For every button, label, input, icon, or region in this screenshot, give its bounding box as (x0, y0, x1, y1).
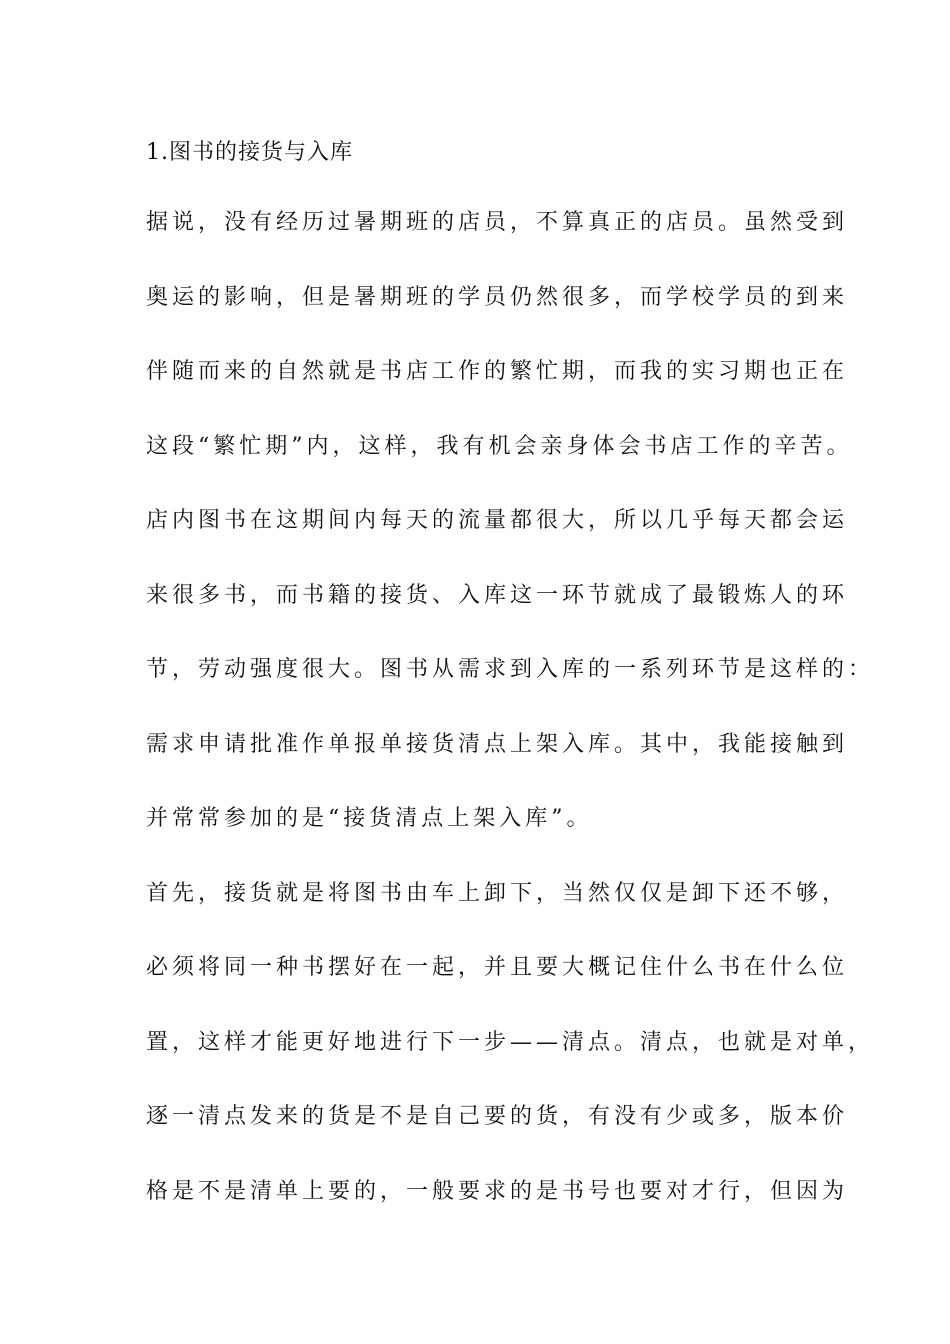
text-line: 这段“繁忙期”内，这样，我有机会亲身体会书店工作的辛苦。 (146, 433, 853, 459)
section-heading: 1.图书的接货与入库 (146, 140, 353, 165)
text-line: 店内图书在这期间内每天的流量都很大，所以几乎每天都会运 (146, 508, 849, 533)
text-line: 首先，接货就是将图书由车上卸下，当然仅仅是卸下还不够， (146, 880, 849, 906)
text-line: 奥运的影响，但是暑期班的学员仍然很多，而学校学员的到来 (146, 284, 849, 310)
text-line: 格是不是清单上要的，一般要求的是书号也要对才行，但因为 (146, 1178, 849, 1204)
text-line: 需求申请批准作单报单接货清点上架入库。其中，我能接触到 (146, 731, 849, 757)
text-line: 必须将同一种书摆好在一起，并且要大概记住什么书在什么位 (146, 955, 849, 980)
text-line: 置，这样才能更好地进行下一步——清点。清点，也就是对单， (146, 1029, 875, 1055)
text-line: 逐一清点发来的货是不是自己要的货，有没有少或多，版本价 (146, 1104, 849, 1129)
text-line: 伴随而来的自然就是书店工作的繁忙期，而我的实习期也正在 (146, 359, 849, 384)
body-paragraphs (146, 203, 874, 1246)
text-line: 来很多书，而书籍的接货、入库这一环节就成了最锻炼人的环 (146, 582, 849, 608)
text-line: 节，劳动强度很大。图书从需求到入库的一系列环节是这样的： (146, 657, 875, 682)
text-line: 据说，没有经历过暑期班的店员，不算真正的店员。虽然受到 (146, 210, 849, 235)
text-line: 并常常参加的是“接货清点上架入库”。 (146, 806, 593, 831)
